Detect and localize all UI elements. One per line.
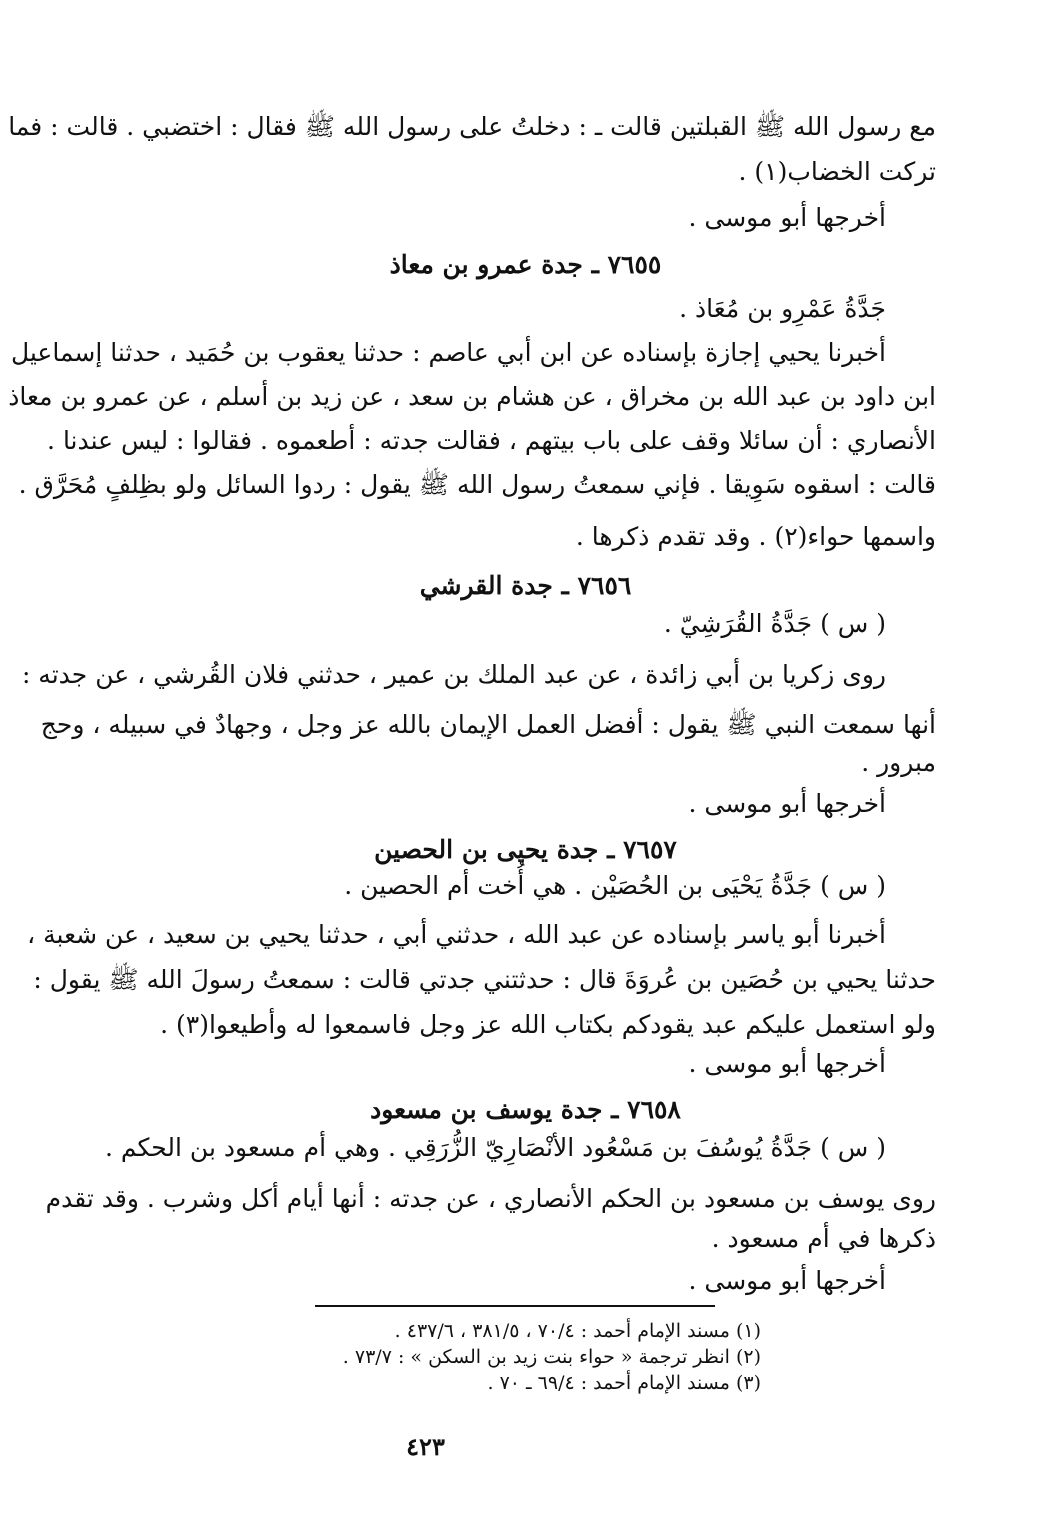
entry-heading: ٧٦٥٧ ـ جدة يحيى بن الحصين bbox=[374, 835, 677, 864]
entry-name: جَدَّةُ عَمْرِو بن مُعَاذ . bbox=[679, 294, 886, 323]
text-line: قالت : اسقوه سَوِيقا . فإني سمعتُ رسول الله ﷺ يقول : ردوا السائل ولو بظِلفٍ مُحَرَّق . bbox=[18, 470, 936, 499]
page-number: ٤٢٣ bbox=[406, 1432, 445, 1461]
text-line: أخبرنا يحيي إجازة بإسناده عن ابن أبي عاصم : حدثنا يعقوب بن حُمَيد ، حدثنا إسماعيل bbox=[10, 338, 886, 367]
text-line: حدثنا يحيي بن حُصَين بن عُروَةَ قال : حدثتني جدتي قالت : سمعتُ رسولَ الله ﷺ يقول : bbox=[33, 965, 936, 994]
text-line: ذكرها في أم مسعود . bbox=[711, 1224, 936, 1253]
entry-heading: ٧٦٥٥ ـ جدة عمرو بن معاذ bbox=[389, 250, 662, 279]
text-line: مبرور . bbox=[861, 748, 936, 777]
entry-heading: ٧٦٥٨ ـ جدة يوسف بن مسعود bbox=[370, 1095, 681, 1124]
text-line: واسمها حواء(٢) . وقد تقدم ذكرها . bbox=[575, 522, 936, 551]
entry-name: ( س ) جَدَّةُ يَحْيَى بن الحُصَيْن . هي أُخت أم الحصين . bbox=[344, 871, 886, 900]
source-note: أخرجها أبو موسى . bbox=[688, 203, 886, 232]
entry-heading: ٧٦٥٦ ـ جدة القرشي bbox=[419, 571, 632, 600]
intro-line: مع رسول الله ﷺ القبلتين قالت ـ : دخلتُ على رسول الله ﷺ فقال : اختضبي . قالت : فما bbox=[8, 112, 936, 141]
text-line: ولو استعمل عليكم عبد يقودكم بكتاب الله عز وجل فاسمعوا له وأطيعوا(٣) . bbox=[160, 1010, 936, 1039]
footnote: (٢) انظر ترجمة « حواء بنت زيد بن السكن » : ٧٣/٧ . bbox=[342, 1346, 761, 1368]
text-line: روى زكريا بن أبي زائدة ، عن عبد الملك بن عمير ، حدثني فلان القُرشي ، عن جدته : bbox=[21, 660, 886, 689]
footnote: (٣) مسند الإمام أحمد : ٦٩/٤ ـ ٧٠ . bbox=[487, 1372, 761, 1394]
source-note: أخرجها أبو موسى . bbox=[688, 1049, 886, 1078]
text-line: روى يوسف بن مسعود بن الحكم الأنصاري ، عن جدته : أنها أيام أكل وشرب . وقد تقدم bbox=[45, 1184, 936, 1213]
text-line: الأنصاري : أن سائلا وقف على باب بيتهم ، فقالت جدته : أطعموه . فقالوا : ليس عندنا . bbox=[47, 426, 936, 455]
entry-name: ( س ) جَدَّةُ القُرَشِيّ . bbox=[663, 609, 886, 638]
footnote: (١) مسند الإمام أحمد : ٧٠/٤ ، ٣٨١/٥ ، ٤٣٧/٦ . bbox=[394, 1320, 761, 1342]
entry-name: ( س ) جَدَّةُ يُوسُفَ بن مَسْعُود الأنْصَارِيّ الزُّرَقِي . وهي أم مسعود بن الحكم . bbox=[104, 1133, 886, 1162]
footnote-divider bbox=[315, 1305, 715, 1307]
text-line: ابن داود بن عبد الله بن مخراق ، عن هشام بن سعد ، عن زيد بن أسلم ، عن عمرو بن معاذ bbox=[8, 382, 936, 411]
intro-line: تركت الخضاب(١) . bbox=[738, 157, 936, 186]
source-note: أخرجها أبو موسى . bbox=[688, 789, 886, 818]
source-note: أخرجها أبو موسى . bbox=[688, 1266, 886, 1295]
text-line: أخبرنا أبو ياسر بإسناده عن عبد الله ، حدثني أبي ، حدثنا يحيي بن سعيد ، عن شعبة ، bbox=[27, 920, 886, 949]
text-line: أنها سمعت النبي ﷺ يقول : أفضل العمل الإيمان بالله عز وجل ، وجهادٌ في سبيله ، وحج bbox=[40, 710, 936, 739]
